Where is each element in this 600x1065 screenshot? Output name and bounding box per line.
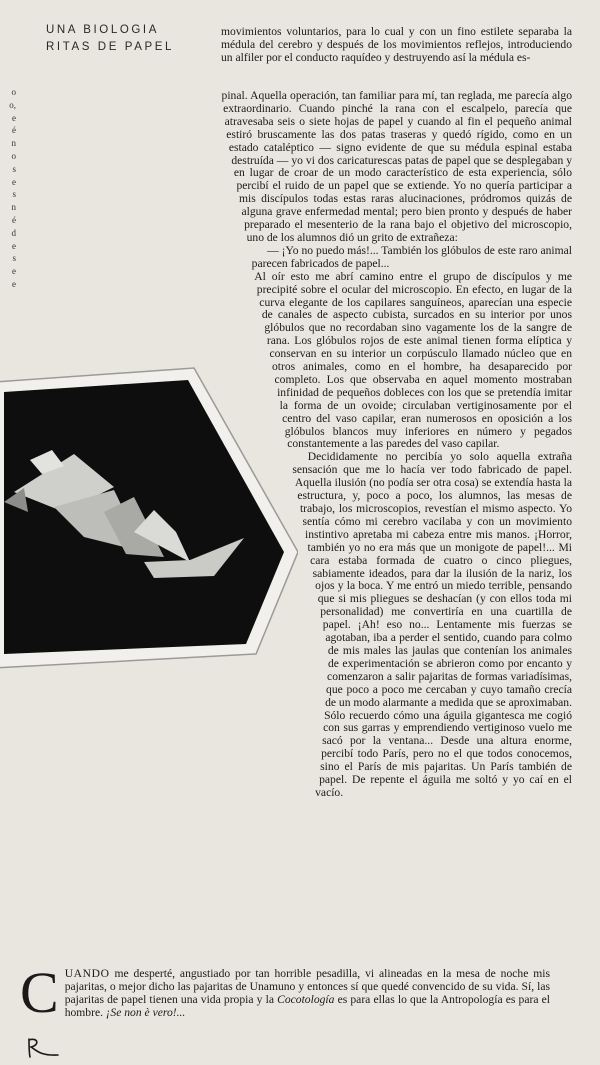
closing-italic-phrase: ¡Se non è vero!... xyxy=(105,1005,186,1019)
margin-fragment: e xyxy=(12,266,16,277)
article-header xyxy=(46,22,206,56)
margin-fragment: d xyxy=(11,227,16,238)
closing-text-1: me desperté, angustiado por tan horrible pesadilla, vi alineadas en la mesa de noche mis pajaritas, o mejor dicho las pajaritas de Unamuno y entonces sí que quedé convencido de su vida. Sí, las pajaritas de papel tienen una vida propia y la xyxy=(64,967,550,1006)
margin-fragment: e xyxy=(12,176,16,187)
author-signature xyxy=(24,1036,64,1060)
top-column-text: movimientos voluntarios, para lo cual y con un fino estilete separaba la médula del cerebro y después de los movimientos reflejos, introduciendo un alfiler por el conducto raquídeo y destruyendo así la médula es- xyxy=(221,25,572,64)
header-line-2: RITAS DE PAPEL xyxy=(46,41,175,53)
header-line-1: UNA BIOLOGIA xyxy=(46,24,160,36)
margin-fragment: s xyxy=(12,189,16,200)
origami-birds-image xyxy=(0,362,298,672)
body-paragraph-1: pinal. Aquella operación, tan familiar para mí, tan reglada, me parecía algo extraordinario. Cuando pinché la rana con el escalpelo, parecía que atravesaba seis o siete hojas de papel y cuando al fin el pequeño animal estiró bruscamente las dos patas traseras y quedó rígido, como en un estado cataléptico — signo evidente de que su médula espinal estaba destruída — yo vi dos caricaturescas patas de papel que se desplegaban y en lugar de croar de un modo característico de esta experiencia, sólo percibí el ruido de un papel que se extiende. Yo no quería participar a mis discípulos todas estas raras alucinaciones, pródromos quizás de alguna grave enfermedad mental; pero bien pronto y después de haber preparado el mesenterio de la rana bajo el objetivo del microscopio, uno de los alumnos dió un grito de extrañeza: xyxy=(221,89,572,244)
margin-fragment: o xyxy=(11,87,16,97)
margin-fragment: e xyxy=(12,278,16,289)
closing-italic-word: Cocotología xyxy=(277,992,335,1006)
margin-fragments xyxy=(4,86,16,291)
margin-fragment: n xyxy=(11,202,16,213)
margin-fragment: s xyxy=(12,253,16,264)
body-paragraph-3: Al oír esto me abrí camino entre el grupo de discípulos y me precipité sobre el ocular del microscopio. En efecto, en lugar de la curva elegante de los capilares sanguíneos, aparecían una especie de canales de aspecto cubista, surcados en su interior por unos glóbulos que no recordaban sino vagamente los de la sangre de rana. Los glóbulos rojos de este animal tienen forma elíptica y conservan en su interior un corpúsculo llamado núcleo que en otros animales, como en el hombre, ha desaparecido por completo. Los que observaba en aquel momento mostraban infinidad de pequeños dobleces con los que se pretendía imitar la forma de un ovoide; circulaban vertiginosamente por el centro del vaso capilar, eran numerosos en oposición a los glóbulos blancos muy inferiores en número y pegados constantemente a las paredes del vaso capilar. xyxy=(254,269,572,451)
margin-fragment: o, xyxy=(9,99,16,110)
margin-fragment: é xyxy=(12,214,16,225)
closing-lead: UANDO xyxy=(64,967,110,980)
body-paragraph-4: Decididamente no percibía yo solo aquella extraña sensación que me lo hacía ver todo fabricado de papel. Aquella ilusión (no podía ser otra cosa) se extendía hasta la estructura, y, poco a poco, los alumnos, las mesas de trabajo, los microscopios, revestían el mismo aspecto. Yo sentía cómo mi cerebro vacilaba y con un movimiento instintivo apretaba mi cabeza entre mis manos. ¡Horror, también yo no era más que un monigote de papel!... Mi cara estaba formada de cuatro o cinco pliegues, sabiamente ideados, para dar la ilusión de la nariz, los ojos y la boca. Y me entró un miedo terrible, pensando que si mis pliegues se deshacían (y con ellos toda mi personalidad) me convertiría en una cuartilla de papel. ¡Ah! eso no... Lentamente mis fuerzas se agotaban, iba a perder el sentido, cuando para colmo de mis males las jaulas que contenían los animales de experimentación se abrieron como por encanto y comenzaron a salir pajaritas de formas variadísimas, que poco a poco me cercaban y cuyo tamaño crecía de un modo alarmante a medida que se aproximaban. Sólo recuerdo cómo una águila gigantesca me cogió con sus garras y emprendiendo vertiginoso vuelo me sacó por la ventana... Desde una altura enorme, percibí todo París, pero no el que todos conocemos, sino el París de mis pajaritas. Un París también de papel. De repente el águila me soltó y yo caí en el vacío. xyxy=(292,450,572,799)
margin-fragment: e xyxy=(12,240,16,251)
closing-text-2: es para ellas lo que la Antropología es para el hombre. xyxy=(64,992,550,1019)
margin-fragment: n xyxy=(11,138,16,149)
margin-fragment: s xyxy=(12,163,16,174)
drop-cap: C xyxy=(20,960,59,1025)
body-paragraph-2: — ¡Yo no puedo más!... También los glóbulos de este raro animal parecen fabricados de papel... xyxy=(251,243,572,270)
top-right-column xyxy=(221,26,572,65)
margin-fragment: o xyxy=(11,150,16,161)
margin-fragment: é xyxy=(12,125,16,136)
margin-fragment: e xyxy=(12,112,16,123)
closing-paragraph xyxy=(20,960,550,1025)
origami-photo xyxy=(0,362,298,672)
